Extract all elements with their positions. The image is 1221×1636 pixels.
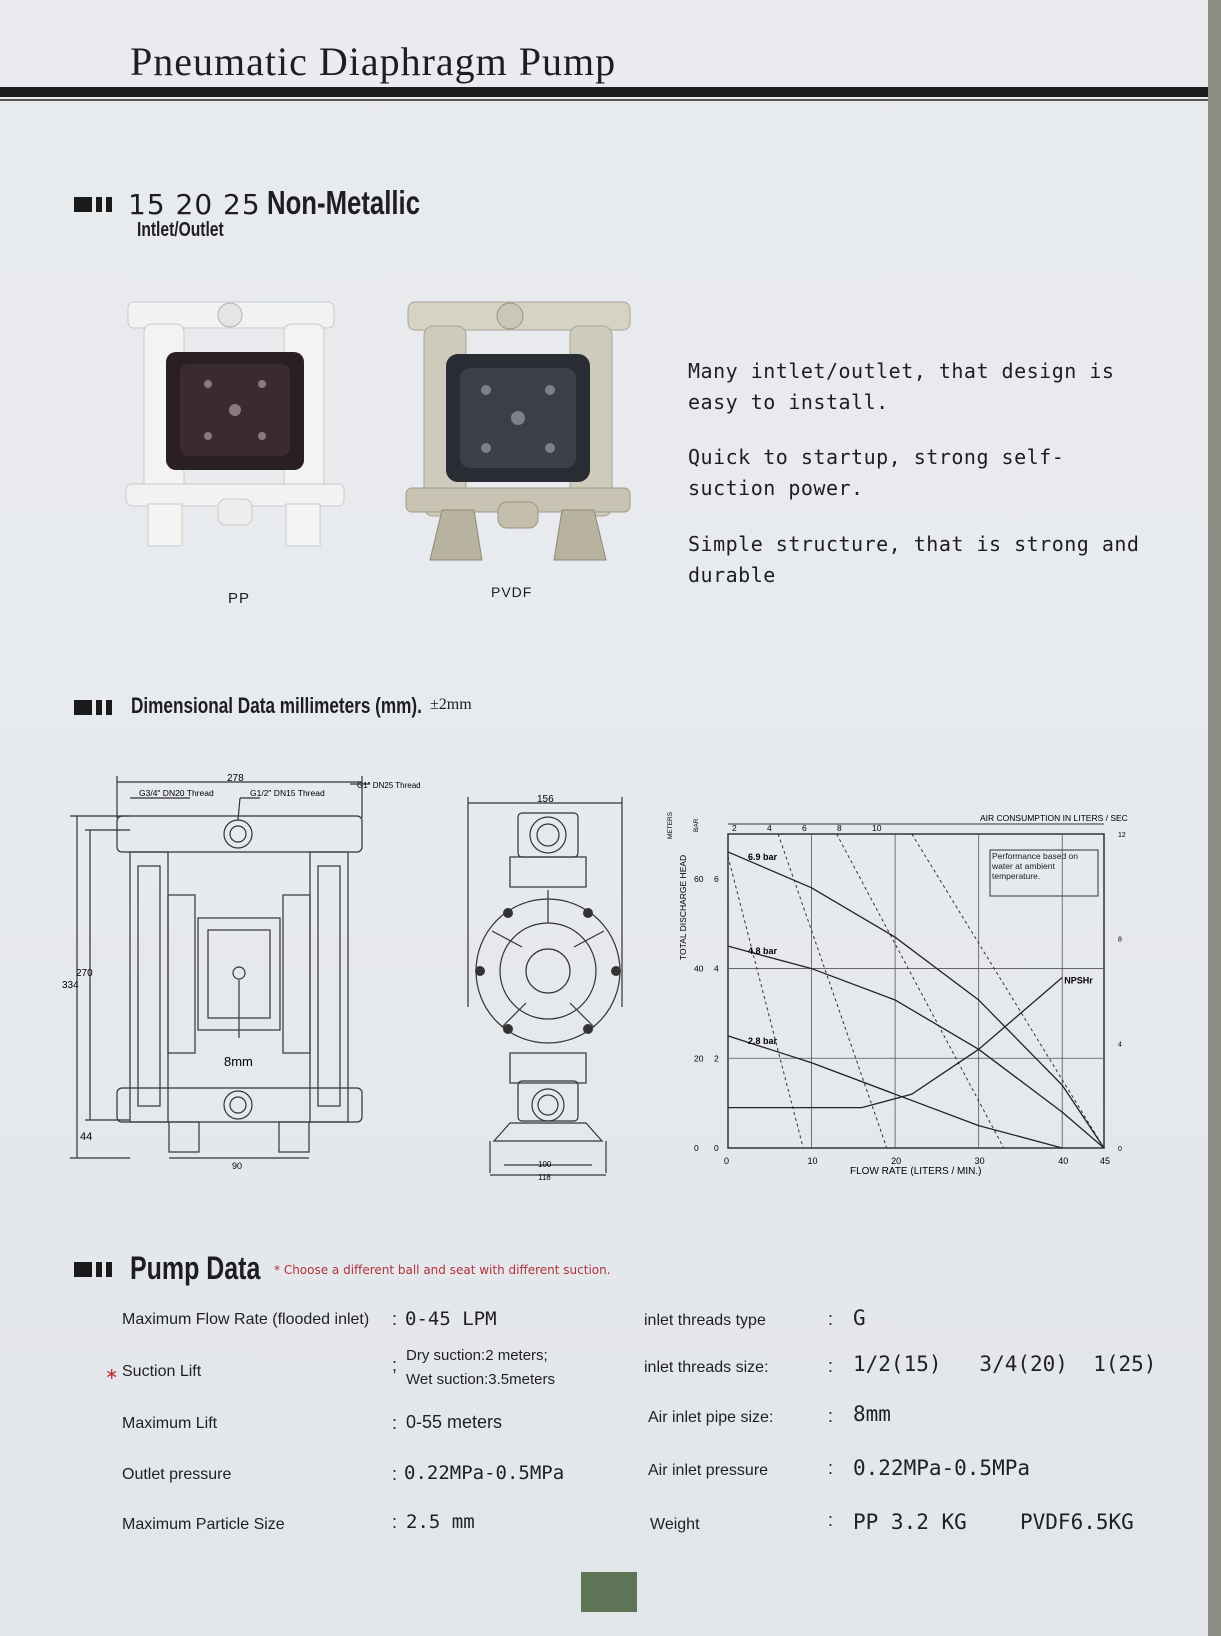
label-suction-lift: Suction Lift (122, 1363, 202, 1380)
x-tick-label: 30 (974, 1156, 985, 1166)
thread-label-c: G1" DN25 Thread (357, 781, 421, 790)
page-edge (1208, 0, 1221, 1636)
label-weight: Weight (650, 1516, 700, 1533)
value-weight-pp: PP 3.2 KG (853, 1510, 967, 1534)
series-line (728, 946, 1104, 1148)
feature-install: Many intlet/outlet, that design is easy to install. (688, 359, 1115, 414)
y-tick-label-bar: 0 (714, 1143, 719, 1153)
y-tick-label-meters: 40 (694, 963, 704, 974)
y-tick-label-bar: 2 (714, 1053, 719, 1064)
value-air-pressure: 0.22MPa-0.5MPa (853, 1456, 1031, 1480)
top-tick-label: 6 (802, 823, 807, 833)
dim-side-base-outer: 118 (538, 1173, 551, 1182)
series-label: 2.8 bar (748, 1035, 778, 1046)
top-tick-label: 2 (732, 823, 737, 833)
dim-height-total: 334 (62, 980, 79, 991)
x-tick-label: 40 (1058, 1156, 1069, 1166)
feature-startup: Quick to startup, strong self-suction power. (688, 445, 1065, 500)
section-marker-icon (74, 700, 112, 715)
right-tick-label: 12 (1118, 832, 1126, 839)
section1-heading: Non-Metallic (267, 184, 421, 221)
value-particle-size: 2.5 mm (406, 1511, 475, 1533)
y-tick-label-meters: 20 (694, 1053, 704, 1064)
y-unit-right: BAR (693, 818, 700, 832)
series-label: 4.8 bar (748, 946, 778, 957)
label-max-lift: Maximum Lift (122, 1415, 218, 1432)
front-dimension-drawing (60, 770, 460, 1180)
value-max-flow: 0-45 LPM (405, 1308, 497, 1330)
page-title: Pneumatic Diaphragm Pump (130, 39, 617, 84)
dim-base-span: 90 (232, 1161, 243, 1171)
series-label: 6.9 bar (748, 851, 778, 862)
section-marker-icon (74, 1262, 112, 1277)
label-outlet-pressure: Outlet pressure (122, 1466, 232, 1483)
page-number-block (581, 1572, 637, 1612)
dim-width-top: 278 (227, 773, 244, 784)
dim-height-inner: 270 (76, 968, 93, 979)
chart-note: Performance based on water at ambient temperature. (992, 851, 1078, 881)
section3-heading: Pump Data (130, 1250, 261, 1286)
x-axis-label: FLOW RATE (LITERS / MIN.) (850, 1166, 982, 1177)
y-tick-label-bar: 4 (714, 963, 719, 974)
tolerance: ±2mm (430, 696, 472, 713)
value-threads-type: G (853, 1306, 866, 1330)
y-tick-label-bar: 6 (714, 873, 719, 884)
feature-structure: Simple structure, that is strong and durable (688, 532, 1140, 587)
size-list: 15 20 25 (128, 188, 261, 221)
y-axis-label: TOTAL DISCHARGE HEAD (678, 854, 688, 960)
label-air-pressure: Air inlet pressure (648, 1462, 769, 1479)
pvdf-pump-photo (402, 298, 634, 568)
right-tick-label: 0 (1118, 1146, 1122, 1153)
top-axis-label: AIR CONSUMPTION IN LITERS / SEC (980, 813, 1128, 823)
dim-base-height: 44 (80, 1131, 93, 1143)
value-threads-size: 1/2(15) 3/4(20) 1(25) (853, 1352, 1157, 1376)
x-tick-label: 20 (891, 1156, 902, 1166)
section1-subheading: Intlet/Outlet (137, 219, 224, 241)
dim-side-width: 156 (537, 794, 554, 805)
right-tick-label: 8 (1118, 936, 1122, 944)
value-outlet-pressure: 0.22MPa-0.5MPa (404, 1462, 565, 1484)
title-rule-thin (0, 99, 1208, 101)
dim-side-base-inner: 100 (538, 1160, 552, 1169)
value-air-pipe: 8mm (853, 1402, 891, 1426)
y-unit-left: METERS (667, 811, 674, 839)
value-weight-pvdf: PVDF6.5KG (1020, 1510, 1134, 1534)
section-marker-icon (74, 197, 112, 212)
top-tick-label: 4 (767, 823, 772, 833)
performance-chart (667, 810, 1150, 1182)
label-air-pipe: Air inlet pipe size: (648, 1409, 774, 1426)
label-particle-size: Maximum Particle Size (122, 1516, 285, 1533)
section2-heading: Dimensional Data millimeters (mm). (131, 693, 422, 718)
label-threads-size: inlet threads size: (644, 1359, 769, 1376)
label-threads-type: inlet threads type (644, 1312, 766, 1329)
x-tick-label: 45 (1100, 1156, 1111, 1166)
side-dimension-drawing (462, 795, 637, 1187)
title-rule (0, 87, 1208, 97)
air-consumption-line (728, 856, 803, 1148)
series-label: NPSHr (1064, 975, 1093, 986)
asterisk-mark: ∗ (105, 1366, 119, 1383)
top-tick-label: 8 (837, 823, 842, 833)
value-suction-dry: Dry suction:2 meters; (406, 1347, 548, 1364)
thread-label-b: G1/2" DN15 Thread (250, 788, 325, 798)
pump-data-note: * Choose a different ball and seat with different suction. (274, 1263, 611, 1277)
y-tick-label-meters: 0 (694, 1143, 699, 1153)
y-tick-label-meters: 60 (694, 873, 704, 884)
label-max-flow: Maximum Flow Rate (flooded inlet) (122, 1311, 370, 1328)
right-tick-label: 4 (1118, 1041, 1122, 1049)
x-tick-label: 0 (724, 1156, 730, 1166)
dim-air-inlet: 8mm (224, 1054, 253, 1069)
value-suction-wet: Wet suction:3.5meters (406, 1371, 555, 1388)
x-tick-label: 10 (807, 1156, 818, 1166)
value-max-lift: 0-55 meters (406, 1412, 503, 1432)
top-tick-label: 10 (872, 823, 882, 833)
pp-caption: PP (228, 590, 251, 607)
pvdf-caption: PVDF (491, 584, 533, 600)
pp-pump-photo (120, 294, 350, 559)
thread-label-a: G3/4" DN20 Thread (139, 788, 214, 798)
